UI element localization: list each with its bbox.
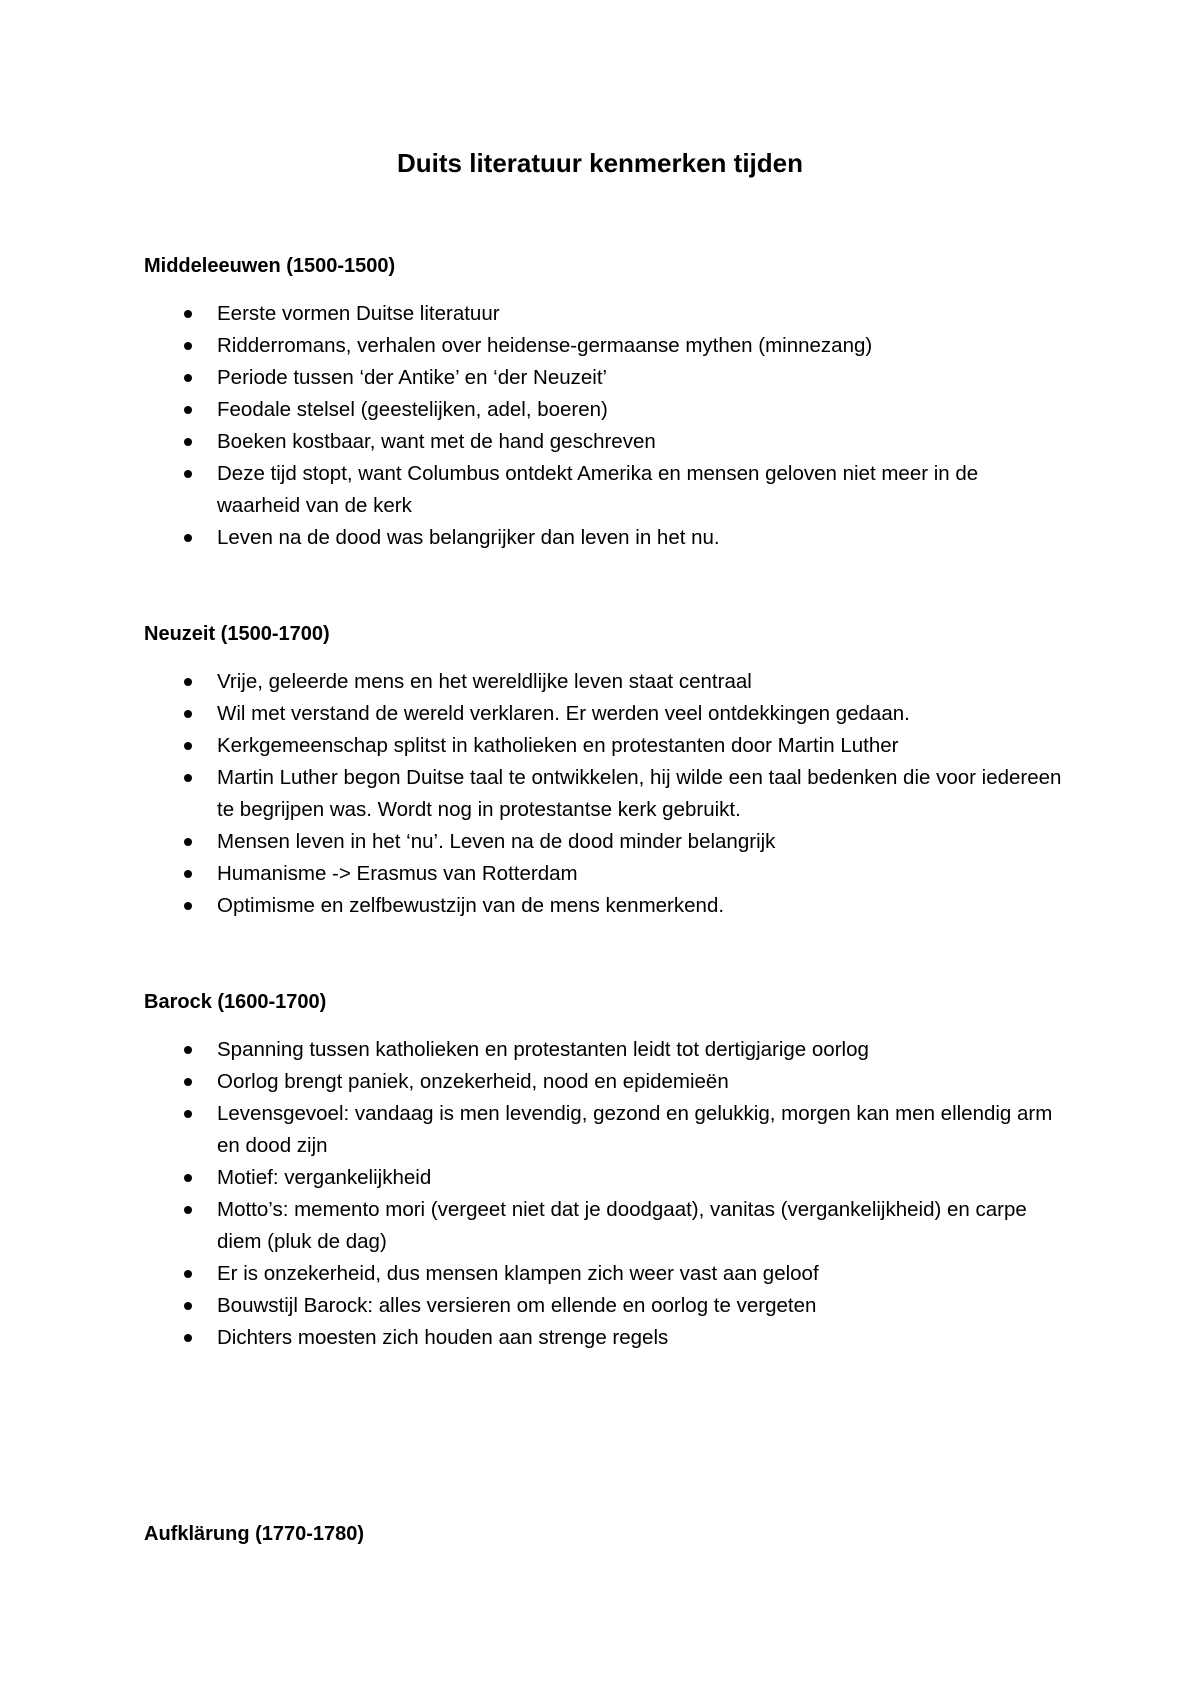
bullet-item: Wil met verstand de wereld verklaren. Er werden veel ontdekkingen gedaan. bbox=[144, 698, 1064, 730]
bullet-item: Periode tussen ‘der Antike’ en ‘der Neuzeit’ bbox=[144, 362, 1064, 394]
document-title: Duits literatuur kenmerken tijden bbox=[397, 148, 803, 178]
bullet-list bbox=[144, 298, 1064, 554]
bullet-item: Ridderromans, verhalen over heidense-germaanse mythen (minnezang) bbox=[144, 330, 1064, 362]
bullet-item: Humanisme -> Erasmus van Rotterdam bbox=[144, 858, 1064, 890]
bullet-list bbox=[144, 666, 1064, 922]
bullet-item: Leven na de dood was belangrijker dan leven in het nu. bbox=[144, 522, 1064, 554]
section-barock bbox=[144, 988, 1064, 1354]
bullet-item: Bouwstijl Barock: alles versieren om ellende en oorlog te vergeten bbox=[144, 1290, 1064, 1322]
section-heading: Aufklärung (1770-1780) bbox=[144, 1523, 365, 1545]
section-neuzeit bbox=[144, 620, 1064, 922]
bullet-item: Eerste vormen Duitse literatuur bbox=[144, 298, 1064, 330]
bullet-item: Mensen leven in het ‘nu’. Leven na de dood minder belangrijk bbox=[144, 826, 1064, 858]
section-aufklarung bbox=[144, 1520, 1064, 1566]
bullet-item: Deze tijd stopt, want Columbus ontdekt Amerika en mensen geloven niet meer in de waarheid van de kerk bbox=[144, 458, 1064, 522]
bullet-item: Boeken kostbaar, want met de hand geschreven bbox=[144, 426, 1064, 458]
bullet-item: Optimisme en zelfbewustzijn van de mens kenmerkend. bbox=[144, 890, 1064, 922]
section-heading: Barock (1600-1700) bbox=[144, 991, 327, 1013]
bullet-item: Kerkgemeenschap splitst in katholieken en protestanten door Martin Luther bbox=[144, 730, 1064, 762]
bullet-item: Er is onzekerheid, dus mensen klampen zich weer vast aan geloof bbox=[144, 1258, 1064, 1290]
bullet-item: Martin Luther begon Duitse taal te ontwikkelen, hij wilde een taal bedenken die voor iedereen te begrijpen was. Wordt nog in protestantse kerk gebruikt. bbox=[144, 762, 1064, 826]
section-heading: Neuzeit (1500-1700) bbox=[144, 623, 330, 645]
bullet-list bbox=[144, 1034, 1064, 1354]
bullet-item: Motief: vergankelijkheid bbox=[144, 1162, 1064, 1194]
bullet-item: Vrije, geleerde mens en het wereldlijke leven staat centraal bbox=[144, 666, 1064, 698]
bullet-item: Motto’s: memento mori (vergeet niet dat je doodgaat), vanitas (vergankelijkheid) en carpe diem (pluk de dag) bbox=[144, 1194, 1064, 1258]
section-heading: Middeleeuwen (1500-1500) bbox=[144, 255, 396, 277]
bullet-item: Spanning tussen katholieken en protestanten leidt tot dertigjarige oorlog bbox=[144, 1034, 1064, 1066]
bullet-item: Oorlog brengt paniek, onzekerheid, nood en epidemieën bbox=[144, 1066, 1064, 1098]
bullet-item: Levensgevoel: vandaag is men levendig, gezond en gelukkig, morgen kan men ellendig arm en dood zijn bbox=[144, 1098, 1064, 1162]
bullet-item: Feodale stelsel (geestelijken, adel, boeren) bbox=[144, 394, 1064, 426]
section-middeleeuwen bbox=[144, 252, 1064, 554]
bullet-item: Dichters moesten zich houden aan strenge regels bbox=[144, 1322, 1064, 1354]
